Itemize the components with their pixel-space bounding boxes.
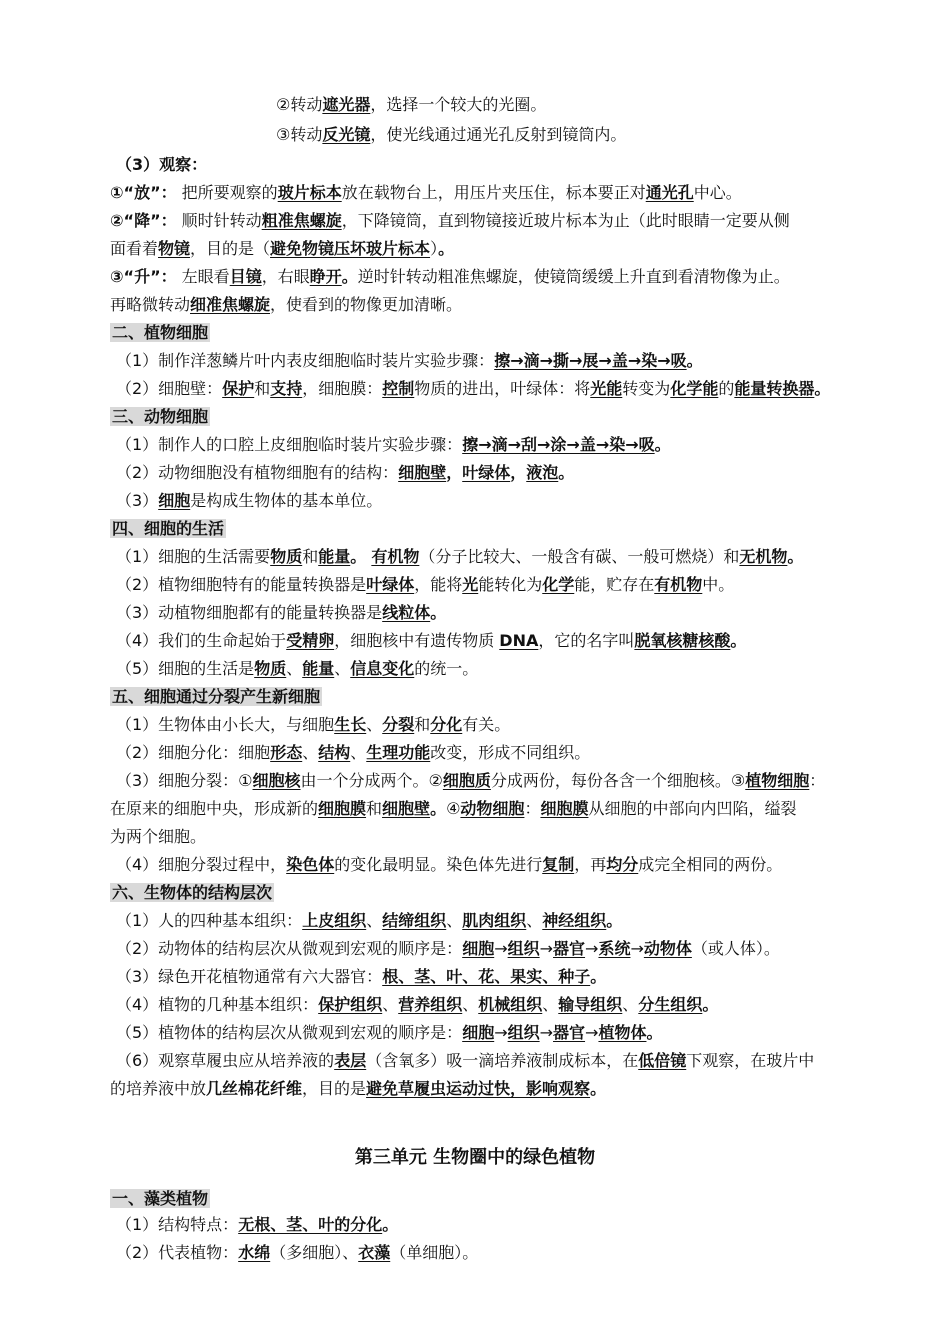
text-run: 物质的进出，叶绿体：将: [414, 379, 591, 398]
bold-text: 。: [654, 435, 671, 454]
text-line: [116, 658, 478, 680]
keyword: 光能: [590, 379, 623, 398]
text-run: →: [494, 939, 508, 958]
keyword: 分化: [430, 715, 463, 734]
keyword: 细胞壁: [398, 463, 447, 482]
text-run: ）: [430, 239, 439, 258]
text-run: （4）我们的生命起始于: [116, 631, 287, 650]
text-run: 、: [302, 743, 319, 762]
text-run: 由一个分成两个。②: [300, 771, 443, 790]
text-line: [116, 630, 746, 652]
text-run: 顺时针转动: [176, 211, 262, 230]
text-line: [116, 434, 671, 456]
text-line: [110, 266, 790, 288]
text-run: 、: [622, 995, 639, 1014]
keyword: 擦→滴→刮→涂→盖→染→吸: [462, 435, 655, 454]
text-line: [110, 322, 210, 344]
keyword: 生长: [334, 715, 367, 734]
text-run: （2）代表植物：: [116, 1243, 239, 1262]
bold-text: 。: [590, 1079, 607, 1098]
text-run: 能，贮存在: [574, 575, 655, 594]
text-run: 能转化为: [478, 575, 543, 594]
text-run: 有关。: [462, 715, 511, 734]
text-run: 、: [366, 911, 383, 930]
text-run: （1）生物体由小长大，与细胞: [116, 715, 335, 734]
keyword: 细胞: [462, 939, 495, 958]
text-run: ：: [809, 771, 826, 790]
keyword: 通光孔: [645, 183, 694, 202]
text-line: [116, 1022, 662, 1044]
text-run: ：: [524, 799, 541, 818]
text-line: [116, 938, 780, 960]
text-run: ，使看到的物像更加清晰。: [270, 295, 463, 314]
text-run: （1）制作洋葱鳞片叶内表皮细胞临时装片实验步骤：: [116, 351, 495, 370]
keyword: 形态: [270, 743, 303, 762]
keyword: 反光镜: [322, 125, 371, 144]
bold-text: 。: [787, 547, 804, 566]
text-run: 分成两份，每份各含一个细胞核。③: [490, 771, 746, 790]
keyword: 系统: [598, 939, 631, 958]
keyword: 化学: [542, 575, 575, 594]
bold-text: ②“降”：: [110, 211, 177, 230]
text-run: ，选择一个较大的光圈。: [370, 95, 547, 114]
bold-text: 。: [814, 379, 831, 398]
text-line: [110, 686, 322, 708]
keyword: 染色体: [286, 855, 335, 874]
text-run: 、: [382, 995, 399, 1014]
text-run: 逆时针转动粗准焦螺旋，使镜筒缓缓上升直到看清物像为止。: [357, 267, 790, 286]
text-run: 、: [526, 911, 543, 930]
text-run: ②转动: [276, 95, 323, 114]
keyword: 保护: [222, 379, 255, 398]
bold-text: 。: [430, 603, 447, 622]
text-run: ，下降镜筒，直到物镜接近玻片标本为止（此时眼睛一定要从侧: [341, 211, 790, 230]
text-line: [116, 154, 207, 176]
bold-text: 。: [590, 967, 607, 986]
text-run: 的变化最明显。染色体先进行: [334, 855, 543, 874]
keyword: 支持: [270, 379, 303, 398]
text-line: [116, 910, 622, 932]
text-run: 改变，形成不同组织。: [430, 743, 591, 762]
text-run: ，目的是（: [190, 239, 271, 258]
keyword: 动物细胞: [460, 799, 525, 818]
text-line: [110, 210, 790, 232]
text-run: ，细胞核中有遗传物质: [334, 631, 500, 650]
text-line: [110, 294, 462, 316]
text-run: （3）: [116, 491, 159, 510]
keyword: DNA: [499, 631, 539, 650]
keyword: 目镜: [229, 267, 262, 286]
text-run: 中。: [702, 575, 735, 594]
keyword: 物镜: [158, 239, 191, 258]
text-run: （6）观察草履虫应从培养液的: [116, 1051, 335, 1070]
keyword: 能量转换器: [734, 379, 815, 398]
text-run: （单细胞）。: [390, 1243, 479, 1262]
text-run: ，再: [574, 855, 607, 874]
keyword: 低倍镜: [638, 1051, 687, 1070]
text-run: （或人体）。: [691, 939, 780, 958]
text-line: [116, 574, 734, 596]
bold-text: ，: [446, 463, 463, 482]
text-run: （4）植物的几种基本组织：: [116, 995, 319, 1014]
text-run: ，能将: [414, 575, 463, 594]
text-run: （1）细胞的生活需要: [116, 547, 271, 566]
text-run: （5）植物体的结构层次从微观到宏观的顺序是：: [116, 1023, 463, 1042]
text-run: （3）细胞分裂：①: [116, 771, 253, 790]
text-run: 在原来的细胞中央，形成新的: [110, 799, 319, 818]
keyword: 上皮组织: [302, 911, 367, 930]
keyword: 无根、茎、叶的分化: [238, 1215, 383, 1234]
keyword: 细胞膜: [540, 799, 589, 818]
keyword: 物质: [270, 547, 303, 566]
text-run: （3）动植物细胞都有的能量转换器是: [116, 603, 383, 622]
keyword: 细胞核: [252, 771, 301, 790]
section-heading: 六、生物体的结构层次: [112, 883, 273, 902]
section-heading: 四、细胞的生活: [112, 519, 225, 538]
text-run: 和: [302, 547, 319, 566]
text-line: [116, 742, 590, 764]
bold-text: 。: [438, 239, 455, 258]
text-run: （1）结构特点：: [116, 1215, 239, 1234]
text-run: （2）细胞分化：细胞: [116, 743, 271, 762]
keyword: 有机物: [371, 547, 420, 566]
text-line: [110, 182, 742, 204]
keyword: 控制: [382, 379, 415, 398]
text-run: 和: [366, 799, 383, 818]
text-line: [116, 350, 703, 372]
text-line: [110, 518, 226, 540]
bold-text: 。: [558, 463, 575, 482]
text-run: ，右眼: [261, 267, 310, 286]
keyword: 细胞: [462, 1023, 495, 1042]
text-line: [116, 770, 825, 792]
text-line: [116, 854, 782, 876]
text-line: [110, 882, 274, 904]
text-line: [110, 1078, 606, 1100]
bold-text: 几丝棉花纤维: [206, 1079, 303, 1098]
keyword: 表层: [334, 1051, 367, 1070]
keyword: 光: [462, 575, 479, 594]
keyword: 玻片标本: [277, 183, 342, 202]
keyword: 遮光器: [322, 95, 371, 114]
text-run: 、: [286, 659, 303, 678]
text-line: [110, 1188, 210, 1210]
keyword: 化学能: [670, 379, 719, 398]
keyword: 物质: [254, 659, 287, 678]
text-run: 的培养液中放: [110, 1079, 207, 1098]
keyword: 叶绿体: [462, 463, 511, 482]
text-run: 下观察，在玻片中: [686, 1051, 815, 1070]
bold-text: 。: [646, 1023, 663, 1042]
text-run: （含氧多）吸一滴培养液制成标本，在: [366, 1051, 639, 1070]
text-run: 把所要观察的: [176, 183, 278, 202]
keyword: 衣藻: [358, 1243, 391, 1262]
text-run: 、: [462, 995, 479, 1014]
keyword: 营养组织: [398, 995, 463, 1014]
keyword: 结缔组织: [382, 911, 447, 930]
keyword: 细胞膜: [318, 799, 367, 818]
keyword: 擦→滴→撕→展→盖→染→吸: [494, 351, 687, 370]
text-run: （分子比较大、一般含有碳、一般可燃烧）和: [419, 547, 740, 566]
text-run: 为两个细胞。: [110, 827, 207, 846]
text-run: →: [539, 939, 554, 958]
keyword: 能量: [302, 659, 335, 678]
text-run: 中心。: [693, 183, 742, 202]
keyword: 复制: [542, 855, 575, 874]
bold-text: 。: [382, 1215, 399, 1234]
keyword: 避免物镜压坏玻片标本: [270, 239, 431, 258]
bold-text: 。: [730, 631, 747, 650]
keyword: 水绵: [238, 1243, 271, 1262]
bold-text: 。: [702, 995, 719, 1014]
text-run: （1）人的四种基本组织：: [116, 911, 303, 930]
text-run: →: [539, 1023, 554, 1042]
keyword: 机械组织: [478, 995, 543, 1014]
text-run: 从细胞的中部向内凹陷，缢裂: [588, 799, 797, 818]
text-line: [116, 546, 803, 568]
keyword: 避免草履虫运动过快，影响观察: [366, 1079, 591, 1098]
text-run: 、: [366, 715, 383, 734]
text-run: 、: [350, 743, 367, 762]
keyword: 肌肉组织: [462, 911, 527, 930]
text-run: （2）动物体的结构层次从微观到宏观的顺序是：: [116, 939, 463, 958]
text-run: 的: [718, 379, 735, 398]
text-run: （2）动物细胞没有植物细胞有的结构：: [116, 463, 399, 482]
bold-text: 。: [430, 799, 447, 818]
keyword: 睁开: [309, 267, 342, 286]
text-run: 是构成生物体的基本单位。: [190, 491, 383, 510]
text-run: ，它的名字叫: [538, 631, 635, 650]
keyword: 植物体: [598, 1023, 647, 1042]
keyword: 液泡: [526, 463, 559, 482]
keyword: 信息变化: [350, 659, 415, 678]
text-run: （3）绿色开花植物通常有六大器官：: [116, 967, 383, 986]
text-line: [116, 1242, 478, 1264]
keyword: 结构: [318, 743, 351, 762]
keyword: 器官: [553, 1023, 586, 1042]
unit-title: 第三单元 生物圈中的绿色植物: [354, 1147, 596, 1168]
keyword: 细胞质: [442, 771, 491, 790]
text-line: [110, 798, 796, 820]
text-line: [116, 966, 606, 988]
text-run: 转变为: [622, 379, 671, 398]
keyword: 细准焦螺旋: [190, 295, 271, 314]
text-run: 再略微转动: [110, 295, 191, 314]
text-run: →: [585, 1023, 599, 1042]
keyword: 有机物: [654, 575, 703, 594]
text-line: [116, 462, 574, 484]
keyword: 根、茎、叶、花、果实、种子: [382, 967, 591, 986]
section-heading: 一、藻类植物: [112, 1189, 209, 1208]
keyword: 无机物: [739, 547, 788, 566]
bold-text: 。: [341, 267, 358, 286]
keyword: 脱氧核糖核酸: [634, 631, 731, 650]
text-run: （多细胞）、: [270, 1243, 359, 1262]
keyword: 叶绿体: [366, 575, 415, 594]
text-line: [276, 94, 546, 116]
text-run: 的统一。: [414, 659, 479, 678]
text-run: 、: [542, 995, 559, 1014]
keyword: 器官: [553, 939, 586, 958]
text-run: 成完全相同的两份。: [638, 855, 783, 874]
text-line: [116, 1050, 814, 1072]
text-line: [116, 602, 446, 624]
text-run: （2）植物细胞特有的能量转换器是: [116, 575, 367, 594]
keyword: 植物细胞: [745, 771, 810, 790]
text-line: [110, 826, 206, 848]
text-run: ③转动: [276, 125, 323, 144]
text-run: （2）细胞壁：: [116, 379, 223, 398]
keyword: 细胞壁: [382, 799, 431, 818]
bold-text: （3）观察：: [116, 155, 208, 174]
bold-text: ①“放”：: [110, 183, 177, 202]
bold-text: 。: [350, 547, 367, 566]
section-heading: 五、细胞通过分裂产生新细胞: [112, 687, 321, 706]
text-run: 和: [414, 715, 431, 734]
text-run: 放在载物台上，用压片夹压住，标本要正对: [341, 183, 646, 202]
keyword: 组织: [507, 1023, 540, 1042]
text-line: [116, 714, 510, 736]
text-run: ④: [446, 799, 461, 818]
bold-text: 。: [686, 351, 703, 370]
text-run: （1）制作人的口腔上皮细胞临时装片实验步骤：: [116, 435, 463, 454]
keyword: 分裂: [382, 715, 415, 734]
text-run: →: [494, 1023, 508, 1042]
keyword: 输导组织: [558, 995, 623, 1014]
keyword: 细胞: [158, 491, 191, 510]
text-line: [110, 406, 210, 428]
keyword: 均分: [606, 855, 639, 874]
keyword: 神经组织: [542, 911, 607, 930]
text-line: [116, 490, 382, 512]
text-run: ，使光线通过通光孔反射到镜筒内。: [370, 125, 627, 144]
bold-text: ，: [510, 463, 527, 482]
keyword: 受精卵: [286, 631, 335, 650]
keyword: 分生组织: [638, 995, 703, 1014]
keyword: 线粒体: [382, 603, 431, 622]
text-run: 、: [334, 659, 351, 678]
text-line: [116, 1214, 398, 1236]
keyword: 动物体: [643, 939, 692, 958]
text-run: 和: [254, 379, 271, 398]
bold-text: ③“升”：: [110, 267, 177, 286]
keyword: 粗准焦螺旋: [261, 211, 342, 230]
section-heading: 三、动物细胞: [112, 407, 209, 426]
text-run: →: [630, 939, 644, 958]
text-run: 左眼看: [176, 267, 230, 286]
text-run: 面看着: [110, 239, 159, 258]
keyword: 组织: [507, 939, 540, 958]
section-heading: 二、植物细胞: [112, 323, 209, 342]
text-run: →: [585, 939, 599, 958]
keyword: 保护组织: [318, 995, 383, 1014]
bold-text: 。: [606, 911, 623, 930]
text-run: 、: [446, 911, 463, 930]
text-line: [276, 124, 626, 146]
text-line: [110, 238, 454, 260]
keyword: 生理功能: [366, 743, 431, 762]
text-run: ，细胞膜：: [302, 379, 383, 398]
text-run: （4）细胞分裂过程中，: [116, 855, 287, 874]
text-run: ，目的是: [302, 1079, 367, 1098]
text-line: [116, 994, 718, 1016]
text-line: [116, 378, 830, 400]
text-run: （5）细胞的生活是: [116, 659, 255, 678]
keyword: 能量: [318, 547, 351, 566]
